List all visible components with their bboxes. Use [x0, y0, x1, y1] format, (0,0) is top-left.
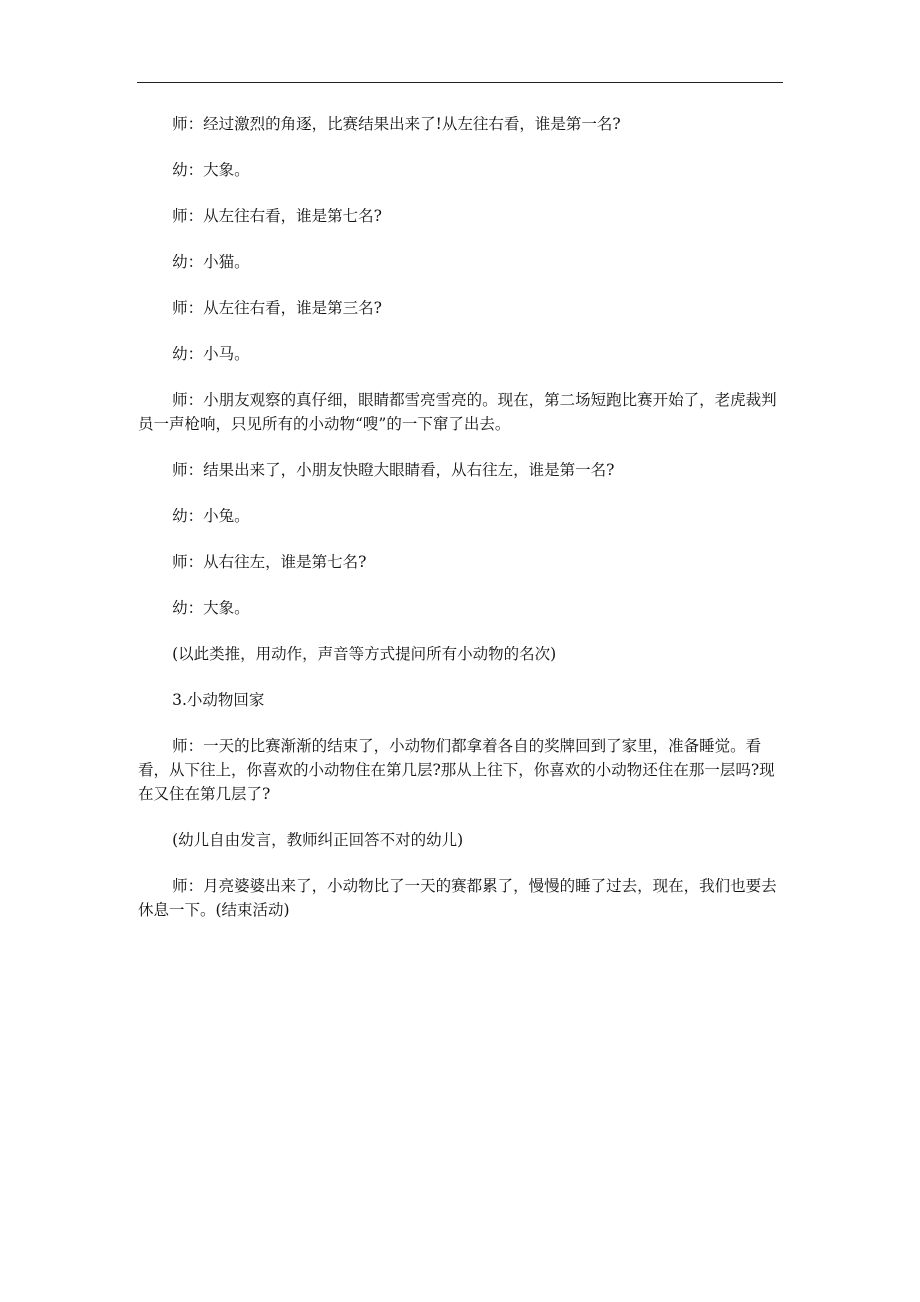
- section-heading: 3.小动物回家: [172, 691, 265, 709]
- paragraph: 师：月亮婆婆出来了，小动物比了一天的赛都累了，慢慢的睡了过去，现在，我们也要去休息一下。(结束活动): [138, 877, 777, 919]
- paragraph: 师：从右往左，谁是第七名?: [172, 553, 367, 571]
- header-rule: [137, 82, 783, 83]
- paragraph: 师：经过激烈的角逐，比赛结果出来了!从左往右看，谁是第一名?: [172, 115, 621, 133]
- paragraph: 师：从左往右看，谁是第七名?: [172, 207, 382, 225]
- paragraph: 幼：大象。: [172, 599, 250, 617]
- document-body: [138, 112, 782, 944]
- paragraph: 师：从左往右看，谁是第三名?: [172, 299, 382, 317]
- paragraph: 师：一天的比赛渐渐的结束了，小动物们都拿着各自的奖牌回到了家里，准备睡觉。看看，从下往上，你喜欢的小动物住在第几层?那从上往下，你喜欢的小动物还住在那一层吗?现在又住在第几层了?: [138, 737, 775, 803]
- paragraph: 师：小朋友观察的真仔细，眼睛都雪亮雪亮的。现在，第二场短跑比赛开始了，老虎裁判员一声枪响，只见所有的小动物“嗖”的一下窜了出去。: [138, 391, 777, 433]
- paragraph: 师：结果出来了，小朋友快瞪大眼睛看，从右往左，谁是第一名?: [172, 461, 615, 479]
- paragraph: (以此类推，用动作，声音等方式提问所有小动物的名次): [172, 645, 557, 663]
- paragraph: 幼：小马。: [172, 345, 250, 363]
- paragraph: 幼：大象。: [172, 161, 250, 179]
- paragraph: (幼儿自由发言，教师纠正回答不对的幼儿): [172, 831, 464, 849]
- paragraph: 幼：小猫。: [172, 253, 250, 271]
- paragraph: 幼：小兔。: [172, 507, 250, 525]
